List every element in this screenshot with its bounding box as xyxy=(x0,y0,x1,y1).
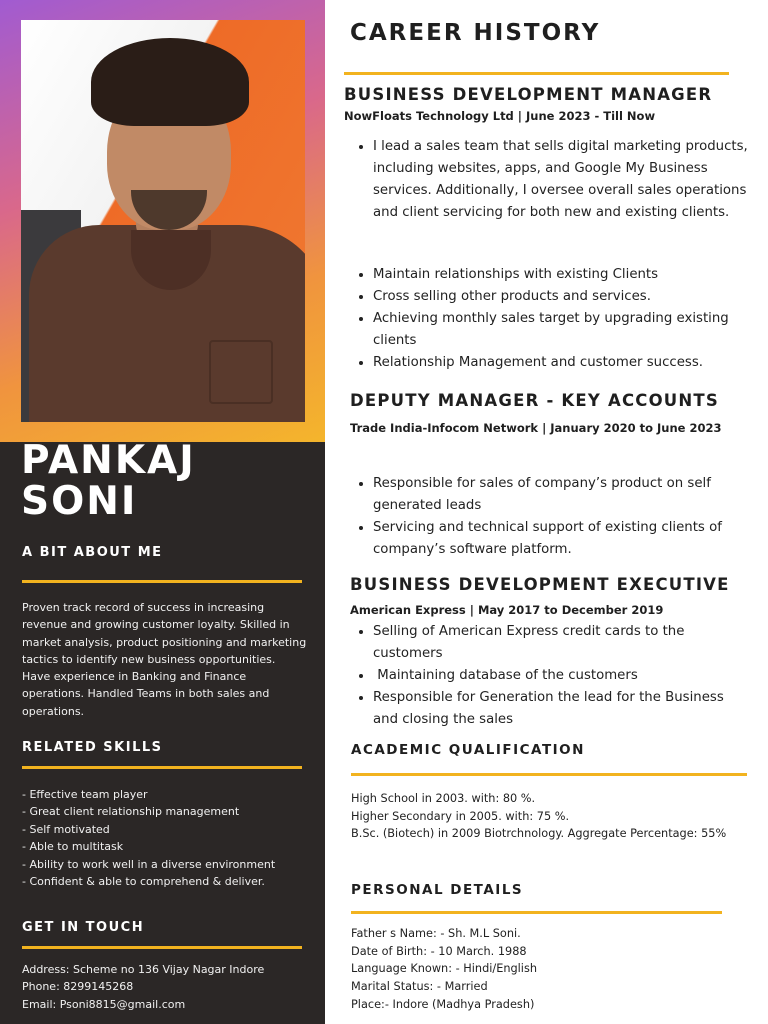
skills-divider xyxy=(22,766,302,769)
job-bullet: • I lead a sales team that sells digital marketing products, including websites, apps, and Google My Business services. Additionally, I oversee overall sales operations and client servicing for both new and existing clients. xyxy=(373,136,750,224)
job-bullet: • Achieving monthly sales target by upgrading existing clients xyxy=(373,308,750,352)
about-text: Proven track record of success in increasing revenue and growing customer loyalty. Skilled in market analysis, product positioning and marketing tactics to identify new business opportunities. Have experience in Banking and Finance operations. Handled Teams in both sales and operations. xyxy=(22,601,307,718)
job-bullet: • Selling of American Express credit cards to the customers xyxy=(373,621,750,665)
academic-item: Higher Secondary in 2005. with: 75 %. xyxy=(351,809,570,823)
job-bullets xyxy=(350,621,750,731)
full-name xyxy=(21,440,311,522)
skills-list xyxy=(22,786,312,890)
job-bullets xyxy=(350,264,750,374)
academic-item: B.Sc. (Biotech) in 2009 Biotrchnology. Aggregate Percentage: 55% xyxy=(351,827,727,841)
job-company: American Express | May 2017 to December 2019 xyxy=(350,603,664,617)
career-divider xyxy=(344,72,729,75)
contact-block xyxy=(22,961,312,1013)
photo-frame xyxy=(0,0,325,442)
academic-heading: ACADEMIC QUALIFICATION xyxy=(351,742,585,758)
job-bullet: • Servicing and technical support of existing clients of company’s software platform. xyxy=(373,517,750,561)
personal-item: Date of Birth: - 10 March. 1988 xyxy=(351,944,527,958)
personal-item: Language Known: - Hindi/English xyxy=(351,962,537,976)
job-bullets xyxy=(350,136,750,224)
career-heading: CAREER HISTORY xyxy=(350,20,601,46)
academic-item: High School in 2003. with: 80 %. xyxy=(351,792,536,805)
skill-item: - Ability to work well in a diverse environment xyxy=(22,857,276,871)
job-title: DEPUTY MANAGER - KEY ACCOUNTS xyxy=(350,391,719,410)
job-bullet: • Responsible for sales of company’s product on self generated leads xyxy=(373,473,750,517)
job-bullet: • Cross selling other products and services. xyxy=(373,286,750,308)
skills-heading: RELATED SKILLS xyxy=(22,740,163,755)
profile-photo xyxy=(21,20,305,422)
skill-item: - Able to multitask xyxy=(22,840,124,854)
contact-heading: GET IN TOUCH xyxy=(22,920,145,935)
personal-item: Marital Status: - Married xyxy=(351,980,488,994)
job-title: BUSINESS DEVELOPMENT MANAGER xyxy=(344,85,713,104)
personal-divider xyxy=(351,911,722,914)
personal-item: Father s Name: - Sh. M.L Soni. xyxy=(351,927,521,940)
personal-item: Place:- Indore (Madhya Pradesh) xyxy=(351,997,535,1011)
job-bullet: • Maintain relationships with existing Clients xyxy=(373,264,750,286)
about-divider xyxy=(22,580,302,583)
contact-phone: Phone: 8299145268 xyxy=(22,980,134,994)
skill-item: - Great client relationship management xyxy=(22,805,240,819)
first-name: PANKAJ xyxy=(21,438,196,483)
personal-heading: PERSONAL DETAILS xyxy=(351,882,524,898)
sidebar xyxy=(0,0,325,1024)
job-bullet: • Relationship Management and customer success. xyxy=(373,352,750,374)
about-heading: A BIT ABOUT ME xyxy=(22,545,163,560)
academic-divider xyxy=(351,773,747,776)
contact-address: Address: Scheme no 136 Vijay Nagar Indore xyxy=(22,963,265,976)
job-bullet: • Responsible for Generation the lead for the Business and closing the sales xyxy=(373,687,750,731)
job-title: BUSINESS DEVELOPMENT EXECUTIVE xyxy=(350,575,730,594)
job-bullets xyxy=(350,473,750,561)
personal-list xyxy=(351,925,751,1014)
job-bullet: • Maintaining database of the customers xyxy=(373,665,750,687)
academic-list xyxy=(351,790,751,843)
contact-divider xyxy=(22,946,302,949)
last-name: SONI xyxy=(21,479,138,524)
skill-item: - Self motivated xyxy=(22,822,110,836)
skill-item: - Effective team player xyxy=(22,788,148,801)
skill-item: - Confident & able to comprehend & deliver. xyxy=(22,875,265,889)
contact-email[interactable]: Email: Psoni8815@gmail.com xyxy=(22,997,186,1011)
job-company: NowFloats Technology Ltd | June 2023 - Till Now xyxy=(344,109,656,123)
job-company: Trade India-Infocom Network | January 2020 to June 2023 xyxy=(350,421,722,435)
